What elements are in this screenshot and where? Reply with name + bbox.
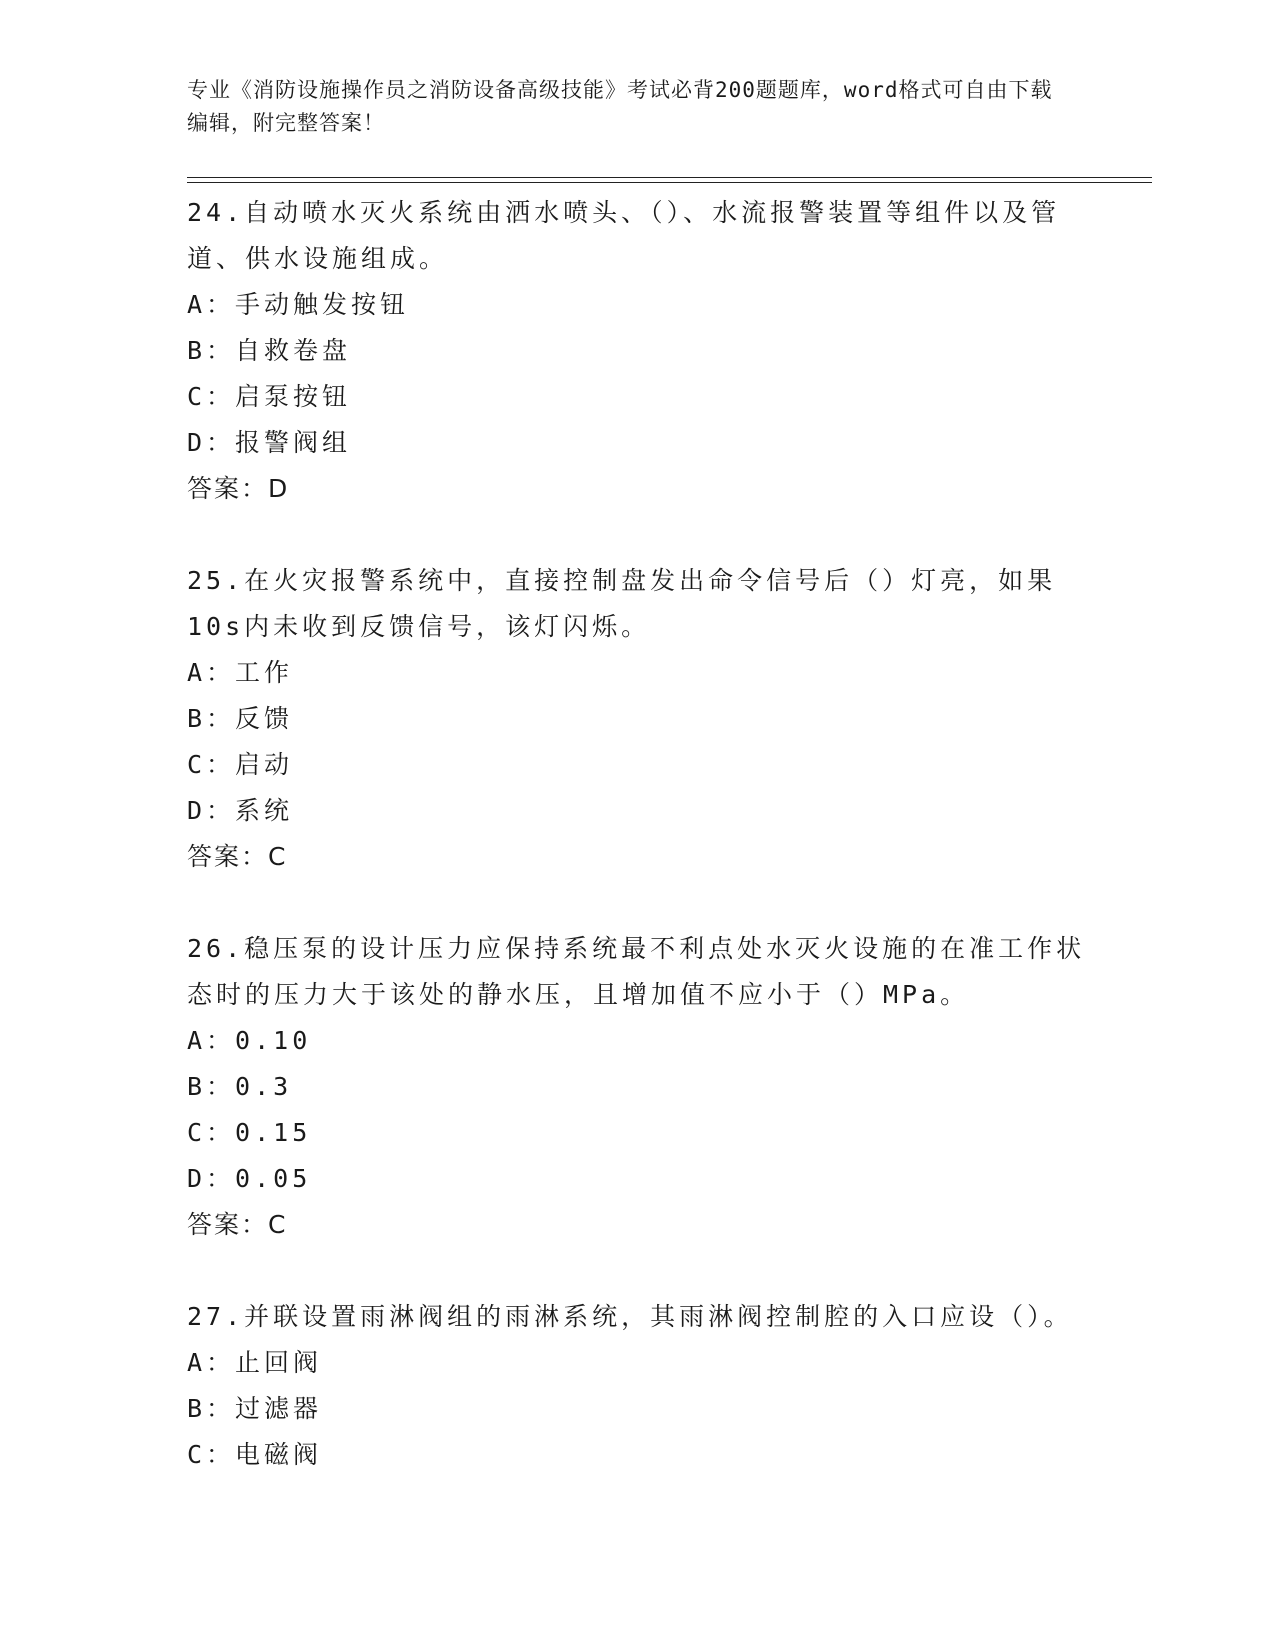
question-26: [187, 926, 1087, 1248]
option-a: A：0.10: [187, 1026, 312, 1055]
option-c: C：启动: [187, 750, 294, 779]
option-d: D：报警阀组: [187, 428, 352, 457]
answer: 答案：C: [187, 842, 288, 871]
option-c: C：电磁阀: [187, 1440, 323, 1469]
option-a: A：止回阀: [187, 1348, 323, 1377]
option-c: C：0.15: [187, 1118, 312, 1147]
question-text: 27.并联设置雨淋阀组的雨淋系统，其雨淋阀控制腔的入口应设（）。: [187, 1302, 1073, 1331]
question-text: 26.稳压泵的设计压力应保持系统最不利点处水灭火设施的在准工作状态时的压力大于该处的静水压，且增加值不应小于（）MPa。: [187, 934, 1086, 1009]
option-b: B：自救卷盘: [187, 336, 352, 365]
answer: 答案：D: [187, 474, 290, 503]
question-list: [187, 190, 1087, 1478]
option-d: D：系统: [187, 796, 294, 825]
option-a: A：工作: [187, 658, 294, 687]
option-b: B：过滤器: [187, 1394, 323, 1423]
option-b: B：0.3: [187, 1072, 293, 1101]
question-25: [187, 558, 1087, 880]
option-b: B：反馈: [187, 704, 294, 733]
answer: 答案：C: [187, 1210, 288, 1239]
question-24: [187, 190, 1087, 512]
question-text: 24.自动喷水灭火系统由洒水喷头、（）、水流报警装置等组件以及管道、供水设施组成。: [187, 198, 1061, 273]
question-27: [187, 1294, 1087, 1478]
document-header: 专业《消防设施操作员之消防设备高级技能》考试必背200题题库，word格式可自由下载编辑，附完整答案！: [187, 78, 1053, 135]
option-c: C：启泵按钮: [187, 382, 352, 411]
option-a: A：手动触发按钮: [187, 290, 410, 319]
header-divider-bottom: [187, 182, 1152, 183]
option-d: D：0.05: [187, 1164, 312, 1193]
header-divider-top: [187, 177, 1152, 178]
question-text: 25.在火灾报警系统中，直接控制盘发出命令信号后（）灯亮，如果10s内未收到反馈信号，该灯闪烁。: [187, 566, 1057, 641]
